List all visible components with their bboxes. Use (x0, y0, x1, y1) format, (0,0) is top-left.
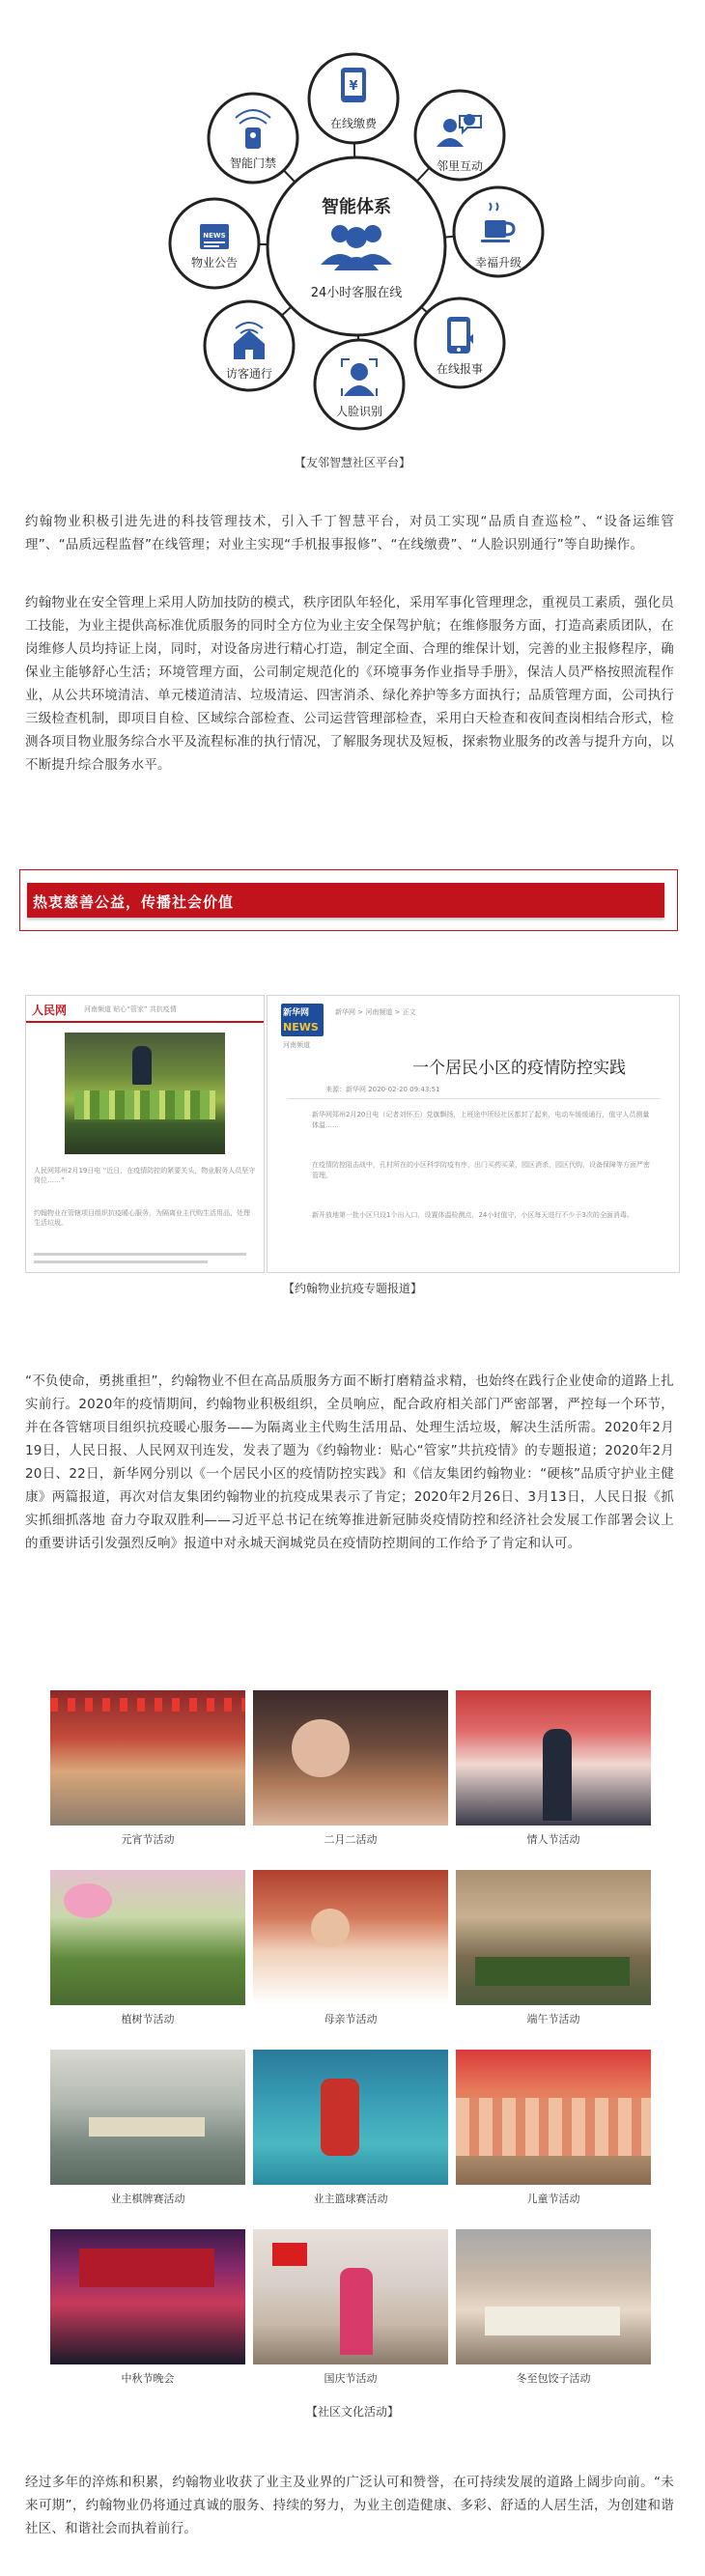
photo-label: 中秋节晚会 (121, 2372, 175, 2385)
photo-national-day (253, 2229, 448, 2364)
node-label-access: 智能门禁 (229, 156, 277, 170)
xinhua-channel: 河南频道 (283, 1041, 310, 1049)
activity-gallery (0, 1690, 705, 2434)
photo-label: 植树节活动 (121, 2013, 175, 2025)
news-caption: 【约翰物业抗疫专题报道】 (282, 1282, 422, 1295)
paragraph-management: 约翰物业在安全管理上采用人防加技防的模式，秩序团队年轻化，采用军事化管理理念，重视员工素质，强化员工技能，为业主提供高标准优质服务的同时全方位为业主安全保驾护航；在维修服务方面，打造高素质团队，在岗维修人员均持证上岗，同时，对设备房进行精心打造，制定全面、合理的维保计划，完善的业主报修程序，确保业主能够舒心生活；环境管理方面，公司制定规范化的《环境事务作业指导手册》，保洁人员严格按照流程作业，从公共环境清洁、单元楼道清洁、垃圾清运、四害消杀、绿化养护等多方面执行；品质管理方面，公司执行三级检查机制，即项目自检、区域综合部检查、公司运营管理部检查，采用白天检查和夜间查岗相结合形式，检测各项目物业服务综合水平及流程标准的执行情况，了解服务现状及短板，探索物业服务的改善与提升方向，以不断提升综合服务水平。 (25, 595, 674, 773)
xinhua-para1: 新华网郑州2月20日电（记者刘怀丕）党旗飘扬，上班途中所经社区都封了起来，电动车缓缓通行，值守人员测量体温…… (312, 1111, 650, 1129)
diagram-svg (0, 0, 705, 483)
paragraph-epidemic: “不负使命，勇挑重担”，约翰物业不但在高品质服务方面不断打磨精益求精，也始终在践行企业使命的道路上扎实前行。2020年的疫情期间，约翰物业积极组织，全员响应，配合政府相关部门严密部署，严控每一个环节，并在各管辖项目组织抗疫暖心服务——为隔离业主代购生活用品、处理生活垃圾，解决生活所需。2020年2月19日，人民日报、人民网双刊连发，发表了题为《约翰物业：贴心“管家”共抗疫情》的专题报道；2020年2月20日、22日，新华网分别以《一个居民小区的疫情防控实践》和《信友集团约翰物业：“硬核”品质守护业主健康》两篇报道，再次对信友集团约翰物业的抗疫成果表示了肯定；2020年2月26日、3月13日，人民日报《抓实抓细抓落地 奋力夺取双胜利——习近平总书记在统筹推进新冠肺炎疫情防控和经济社会发展工作部署会议上的重要讲话引发强烈反响》报道中对永城天润城党员在疫情防控期间的工作给予了肯定和认可。 (25, 1373, 674, 1551)
photo-dragon-boat-festival (456, 1870, 651, 2005)
paragraph-tech: 约翰物业积极引进先进的科技管理技术，引入千丁智慧平台，对员工实现“品质自查巡检”、“设备运维管理”、“品质远程监督”在线管理；对业主实现“手机报事报修”、“在线缴费”、“人脸识别通行”等自助操作。 (25, 514, 674, 552)
photo-label: 情人节活动 (526, 1833, 580, 1846)
news-screenshot-peoples-daily (25, 995, 265, 1273)
photo-label: 二月二活动 (324, 1833, 378, 1846)
xinhua-logo-text: 新华网 (283, 1008, 310, 1018)
photo-label: 冬至包饺子活动 (516, 2372, 591, 2385)
photo-dragon-head-festival (253, 1690, 448, 1826)
photo-label: 元宵节活动 (121, 1833, 175, 1846)
photo-label: 端午节活动 (526, 2013, 580, 2025)
node-label-notice: 物业公告 (190, 256, 239, 269)
photo-label: 业主棋牌赛活动 (110, 2193, 185, 2205)
photo-valentines-day (456, 1690, 651, 1826)
node-label-neighbors: 邻里互动 (436, 159, 484, 173)
photo-mothers-day (253, 1870, 448, 2005)
node-label-visitor: 访客通行 (225, 367, 273, 381)
svg-text:¥: ¥ (349, 79, 358, 94)
photo-chess-tournament (50, 2050, 245, 2185)
node-label-happiness: 幸福升级 (474, 256, 522, 269)
svg-text:NEWS: NEWS (203, 232, 226, 240)
news-screenshot-xinhua (267, 995, 680, 1273)
xinhua-logo: 新华网 NEWS (281, 1004, 324, 1036)
photo-label: 业主篮球赛活动 (313, 2193, 388, 2205)
photo-basketball-game (253, 2050, 448, 2185)
photo-mid-autumn-gala (50, 2229, 245, 2364)
left-article-para1: 人民网郑州2月19日电 “近日，在疫情防控的紧要关头，物业服务人员坚守岗位……” (34, 1167, 256, 1184)
xinhua-para2: 在疫情防控阻击战中，孔村所在的小区科学防疫有序，出门买药买菜，园区消杀，园区代购，设备保障等方面严密管理。 (312, 1161, 650, 1179)
peoples-daily-logo: 人民网 (32, 1004, 68, 1017)
diagram-caption: 【友邻智慧社区平台】 (294, 456, 410, 469)
left-breadcrumb: 河南频道 贴心“管家” 共抗疫情 (84, 1005, 177, 1013)
diagram-center-title: 智能体系 (322, 197, 391, 217)
photo-childrens-day (456, 2050, 651, 2185)
photo-tree-planting (50, 1870, 245, 2005)
left-article-para2: 约翰物业在管辖项目组织抗疫暖心服务，为隔离业主代购生活用品、处理生活垃圾。 (34, 1209, 250, 1227)
photo-label: 母亲节活动 (324, 2013, 378, 2025)
node-label-payment: 在线缴费 (329, 117, 378, 130)
node-label-face: 人脸识别 (335, 405, 383, 418)
node-label-report: 在线报事 (436, 362, 484, 376)
xinhua-para3: 新开放地第一批小区只设1个出入口，设置体温检测点，24小时值守，小区每天进行不少于3次的全面消毒。 (312, 1211, 634, 1219)
news-icon (200, 224, 229, 249)
banner-title: 热衷慈善公益，传播社会价值 (33, 893, 235, 911)
photo-winter-solstice-dumplings (456, 2229, 651, 2364)
mobile-report-icon (447, 317, 473, 354)
diagram-center-subtitle: 24小时客服在线 (310, 286, 403, 300)
photo-label: 儿童节活动 (526, 2193, 580, 2205)
xinhua-meta: 来源：新华网 2020-02-20 09:43:51 (325, 1086, 440, 1093)
payment-phone-icon (341, 68, 366, 102)
smart-community-diagram (0, 0, 705, 483)
paragraph-conclusion: 经过多年的淬炼和积累，约翰物业收获了业主及业界的广泛认可和赞誉，在可持续发展的道路上阔步向前。“未来可期”，约翰物业仍将通过真诚的服务、持续的努力，为业主创造健康、多彩、舒适的人居生活，为创建和谐社区、和谐社会而执着前行。 (25, 2475, 674, 2536)
photo-lantern-festival (50, 1690, 245, 1826)
gallery-caption: 【社区文化活动】 (305, 2405, 399, 2419)
photo-label: 国庆节活动 (324, 2372, 378, 2385)
xinhua-headline: 一个居民小区的疫情防控实践 (412, 1059, 626, 1078)
right-breadcrumb: 新华网 > 河南频道 > 正文 (335, 1008, 416, 1016)
vegetable-market-photo (65, 1033, 225, 1154)
